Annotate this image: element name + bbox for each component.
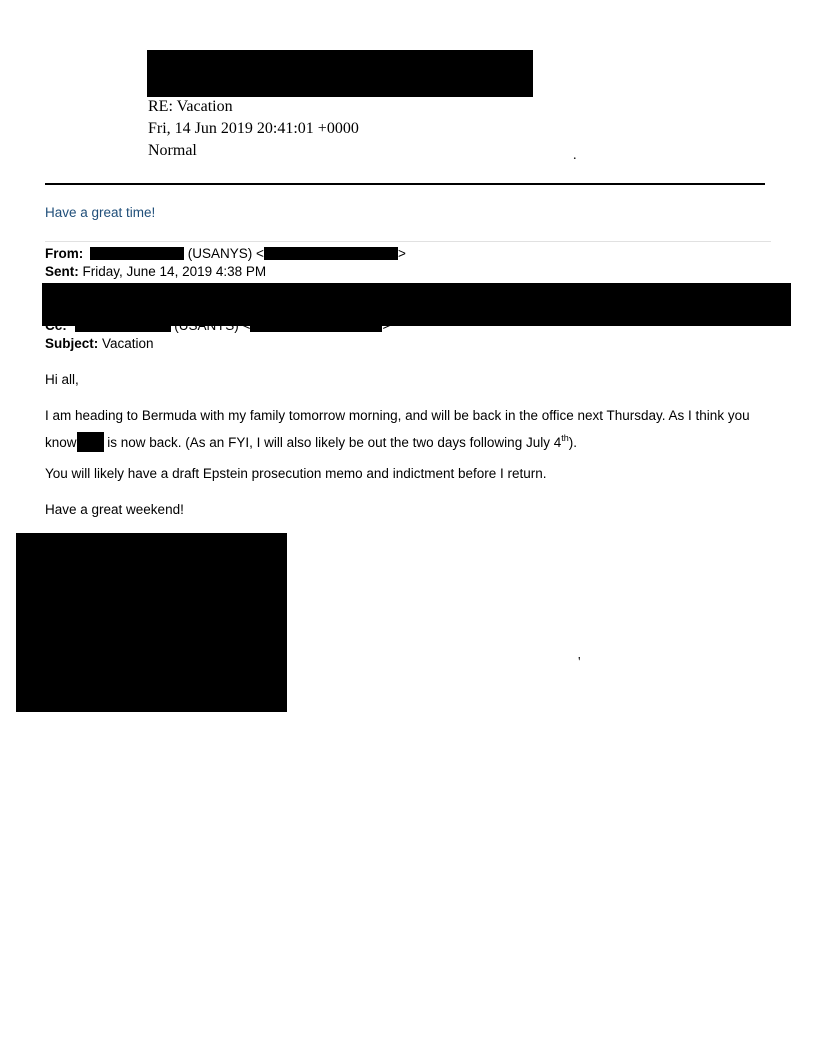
quoted-from-org: (USANYS) < xyxy=(187,246,264,261)
body-para1-sup: th xyxy=(561,433,569,443)
redaction-quoted-from-email xyxy=(264,247,398,260)
header-importance-value: Normal xyxy=(148,142,197,159)
redaction-signature xyxy=(16,533,287,712)
body-greeting: Hi all, xyxy=(45,372,79,387)
body-paragraph-1-line-1: I am heading to Bermuda with my family tomorrow morning, and will be back in the office next Thursday. As I think you xyxy=(45,408,750,423)
quoted-sent-row xyxy=(45,263,266,281)
redaction-header-from-to xyxy=(147,50,533,97)
quoted-subject-row xyxy=(45,335,154,353)
header-stray-mark: . xyxy=(573,148,577,163)
body-paragraph-2: You will likely have a draft Epstein prosecution memo and indictment before I return. xyxy=(45,466,547,481)
body-para1-know: know xyxy=(45,435,77,450)
quoted-divider xyxy=(45,241,771,242)
body-stray-mark: ' xyxy=(578,655,581,670)
header-divider xyxy=(45,183,765,185)
header-subject-value: RE: Vacation xyxy=(148,98,233,115)
quoted-sent-value: Friday, June 14, 2019 4:38 PM xyxy=(82,264,267,279)
body-para1-rest: is now back. (As an FYI, I will also likely be out the two days following July 4 xyxy=(103,435,562,450)
body-para1-end: ). xyxy=(568,435,577,450)
body-closing: Have a great weekend! xyxy=(45,502,184,517)
quoted-subject-label: Subject: xyxy=(45,336,99,351)
header-date-value: Fri, 14 Jun 2019 20:41:01 +0000 xyxy=(148,120,359,137)
quoted-from-close: > xyxy=(397,246,406,261)
quoted-subject-value: Vacation xyxy=(102,336,154,351)
redaction-quoted-from-name xyxy=(90,247,184,260)
reply-text: Have a great time! xyxy=(45,205,156,220)
quoted-from-label: From: xyxy=(45,246,84,261)
quoted-from-row xyxy=(45,245,406,263)
body-paragraph-1-line-2 xyxy=(45,429,577,450)
redaction-body-name xyxy=(77,432,104,452)
quoted-sent-label: Sent: xyxy=(45,264,79,279)
redaction-quoted-to-row xyxy=(42,283,791,326)
